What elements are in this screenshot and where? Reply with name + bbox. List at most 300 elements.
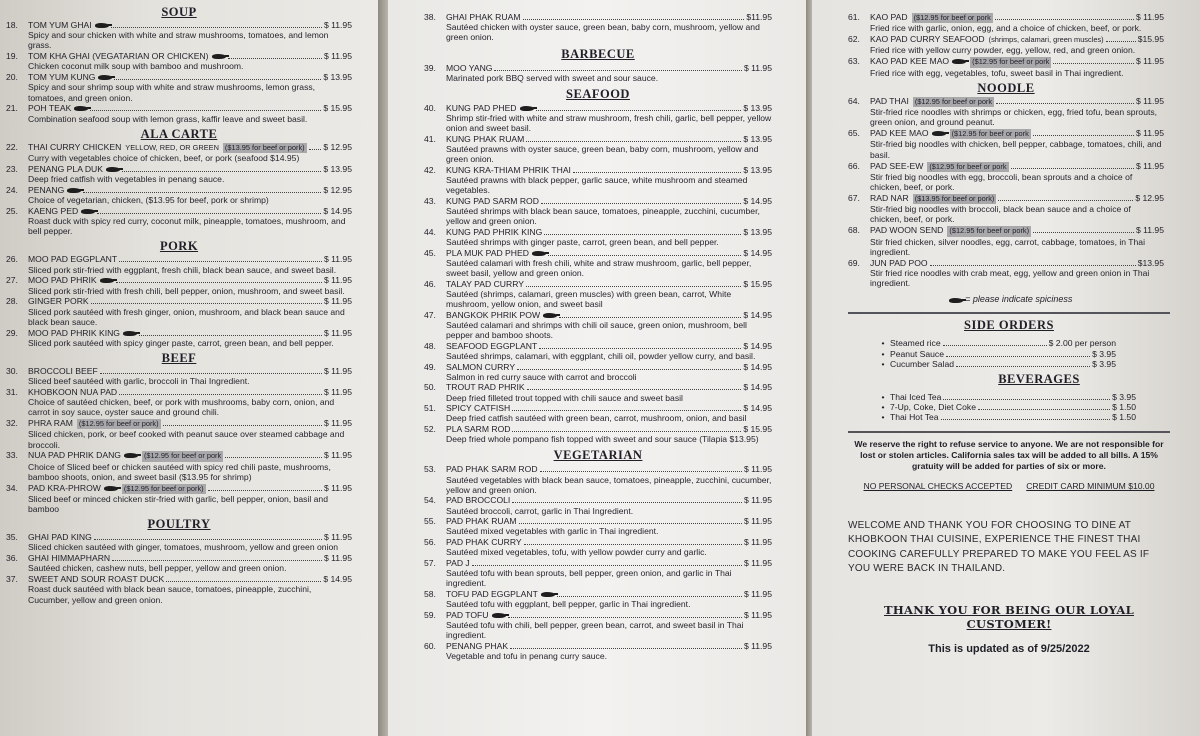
chili-icon xyxy=(100,278,114,283)
item-description: Roast duck sautéed with black bean sauce, tomatoes, pineapple, zucchini, Cucumber, yellow and green onion. xyxy=(28,584,312,605)
price-note: ($13.95 for beef or pork) xyxy=(914,194,995,204)
list-item xyxy=(876,349,1116,359)
beverages-heading: BEVERAGES xyxy=(998,371,1080,386)
item-description: Sautéed mixed vegetables, tofu, with yellow powder curry and garlic. xyxy=(446,547,707,558)
item-description: Sautéed tofu with chili, bell pepper, green bean, carrot, and sweet basil in Thai ingredient. xyxy=(446,619,744,640)
item-number: 62. xyxy=(848,34,860,45)
item-name: KAENG PED xyxy=(28,205,79,216)
menu-item xyxy=(6,103,352,123)
item-price: $ 11.95 xyxy=(1135,95,1164,106)
item-description: Sautéed calamari with fresh chili, white and straw mushroom, garlic, bell pepper, sweet basil, yellow and green onion. xyxy=(446,258,752,279)
menu-item-line xyxy=(6,450,352,461)
dot-leader xyxy=(526,286,741,287)
menu-item-line xyxy=(424,248,772,258)
dot-leader xyxy=(524,544,742,545)
dot-leader xyxy=(91,303,322,304)
item-price: $ 2.00 per person xyxy=(1048,338,1116,349)
menu-item-line xyxy=(848,258,1164,268)
chili-icon xyxy=(124,453,138,458)
item-description: Sliced chicken, pork, or beef cooked with peanut sauce over steamed cabbage and broccoli. xyxy=(28,429,345,450)
dot-leader xyxy=(139,335,322,336)
item-description: Chicken coconut milk soup with bamboo and mushroom. xyxy=(28,61,244,72)
item-name: KUNG PAD PHED xyxy=(446,103,517,114)
item-number: 25. xyxy=(6,205,18,216)
item-name: PAD J xyxy=(446,557,470,568)
dot-leader xyxy=(228,58,322,59)
item-price: $15.95 xyxy=(1137,34,1164,45)
item-note: YELLOW, RED, OR GREEN xyxy=(125,142,219,152)
item-price: $ 13.95 xyxy=(743,103,772,114)
chili-icon xyxy=(212,54,226,59)
menu-panel-center xyxy=(388,0,806,736)
item-number: 52. xyxy=(424,424,436,434)
menu-item xyxy=(6,72,352,103)
item-name: Thai Hot Tea xyxy=(890,412,939,423)
item-description: Sautéed shrimps, calamari, with eggplant, chili oil, powder yellow curry, and basil. xyxy=(446,351,756,362)
price-note: ($12.95 for beef or pork xyxy=(929,161,1007,171)
menu-item xyxy=(424,103,772,134)
menu-item-line xyxy=(424,196,772,206)
item-description: Sliced chicken sautéed with ginger, tomatoes, mushroom, yellow and green onion xyxy=(28,542,339,553)
price-note: ($12.95 for beef or pork xyxy=(972,57,1050,67)
item-description: Stir-fried rice noodles with shrimps or chicken, egg, fried tofu, bean sprouts, green onion, and ground peanut. xyxy=(870,107,1158,128)
item-name: TOM YUM GHAI xyxy=(28,20,92,30)
menu-panel-left xyxy=(0,0,378,736)
item-number: 31. xyxy=(6,387,18,398)
item-price: $ 11.95 xyxy=(1135,56,1164,67)
menu-item-line xyxy=(424,610,772,620)
menu-item-line xyxy=(424,403,772,413)
item-number: 30. xyxy=(6,366,18,377)
item-number: 40. xyxy=(424,103,436,114)
item-number: 63. xyxy=(848,56,860,67)
dot-leader xyxy=(494,70,741,71)
item-description: Sautéed tofu with bean sprouts, bell pepper, green onion, and garlic in Thai ingredient. xyxy=(446,568,732,589)
menu-item xyxy=(6,450,352,482)
item-number: 51. xyxy=(424,403,436,414)
item-price: $ 11.95 xyxy=(323,450,352,461)
menu-item-line xyxy=(424,165,772,175)
menu-item-line xyxy=(6,51,352,61)
item-price: $ 11.95 xyxy=(743,537,772,547)
item-name: Thai Iced Tea xyxy=(890,391,942,402)
item-price: $ 11.95 xyxy=(323,553,352,564)
menu-item-line xyxy=(424,310,772,320)
menu-item-line xyxy=(6,328,352,338)
item-price: $ 13.95 xyxy=(743,227,772,238)
spice-note xyxy=(848,294,1170,304)
dot-leader xyxy=(536,110,742,111)
item-name: PAD WOON SEND xyxy=(870,225,944,236)
bullet: • xyxy=(881,359,885,370)
dot-leader xyxy=(930,265,1136,266)
item-name: PAD KRA-PHROW xyxy=(28,482,101,493)
item-description: Stir fried big noodles with egg, broccoli, bean sprouts and a choice of chicken, beef, or pork. xyxy=(870,171,1133,193)
menu-item xyxy=(6,51,352,71)
item-name: SALMON CURRY xyxy=(446,361,516,372)
menu-item xyxy=(424,641,772,661)
item-price: $ 13.95 xyxy=(743,165,772,176)
dot-leader xyxy=(1106,41,1136,42)
item-name: TALAY PAD CURRY xyxy=(446,278,525,289)
menu-item-line xyxy=(848,56,1164,67)
item-number: 58. xyxy=(424,588,436,599)
item-description: Sautéed prawns with black pepper, garlic sauce, white mushroom and steamed vegetables. xyxy=(446,175,748,196)
dot-leader xyxy=(94,539,322,540)
item-description: Sautéed broccoli, carrot, garlic in Thai Ingredient. xyxy=(446,505,634,516)
menu-item xyxy=(424,403,772,423)
item-price: $ 11.95 xyxy=(743,464,772,475)
item-number: 41. xyxy=(424,134,436,145)
menu-item-line xyxy=(6,103,352,113)
item-description: Stir fried rice noodles with crab meat, egg, yellow and green onion in Thai ingredient. xyxy=(870,268,1150,289)
item-number: 32. xyxy=(6,418,18,429)
item-price: $ 11.95 xyxy=(323,254,352,265)
dot-leader xyxy=(995,19,1134,20)
menu-item xyxy=(424,382,772,402)
item-name: GHAI PHAK RUAM xyxy=(446,12,521,22)
menu-item xyxy=(848,128,1164,160)
item-name: KAO PAD KEE MAO xyxy=(870,56,950,67)
dot-leader xyxy=(111,27,322,28)
dot-leader xyxy=(943,345,1047,346)
item-description: Sautéed vegetables with black bean sauce, tomatoes, pineapple, zucchini, cucumber, yellow and green onion. xyxy=(446,474,772,495)
item-name: PENANG PHAK xyxy=(446,640,509,651)
menu-item xyxy=(6,366,352,386)
menu-item-line xyxy=(6,418,352,429)
dot-leader xyxy=(472,565,742,566)
menu-item-line xyxy=(848,34,1164,45)
dot-leader xyxy=(112,560,322,561)
section-heading: NOODLE xyxy=(977,80,1035,95)
item-name: PAD TOFU xyxy=(446,609,489,620)
item-number: 55. xyxy=(424,516,436,527)
section-heading: POULTRY xyxy=(147,517,211,532)
chili-icon xyxy=(98,75,112,80)
dot-leader xyxy=(119,261,322,262)
menu-item xyxy=(6,418,352,450)
item-number: 35. xyxy=(6,532,18,543)
item-price: $ 14.95 xyxy=(743,340,772,351)
item-description: Fried rice with egg, vegetables, tofu, sweet basil in Thai ingredient. xyxy=(870,67,1124,78)
item-price: $ 15.95 xyxy=(323,103,352,114)
item-price: $ 3.95 xyxy=(1092,359,1116,370)
list-item xyxy=(876,412,1136,422)
dot-leader xyxy=(90,110,321,111)
menu-item xyxy=(848,96,1164,128)
item-price: $ 11.95 xyxy=(323,51,352,62)
item-name: KUNG PAD SARM ROD xyxy=(446,196,539,207)
item-name: TOM KHA GHAI (VEGATARIAN OR CHICKEN) xyxy=(28,51,209,62)
item-price: $ 11.95 xyxy=(743,588,772,599)
menu-item-line xyxy=(424,589,772,599)
item-name: TOFU PAD EGGPLANT xyxy=(446,588,538,599)
dot-leader xyxy=(526,141,741,142)
item-price: $ 11.95 xyxy=(743,640,772,651)
chili-icon xyxy=(520,106,534,111)
item-description: Sliced pork stir-fried with fresh chili, bell pepper, onion, mushroom, and sweet basil. xyxy=(28,285,345,296)
menu-item-line xyxy=(848,96,1164,107)
menu-item xyxy=(6,483,352,515)
item-number: 68. xyxy=(848,225,860,236)
item-name: KAO PAD CURRY SEAFOOD xyxy=(870,34,985,45)
menu-item-line xyxy=(848,225,1164,236)
list-item xyxy=(876,338,1116,348)
menu-item xyxy=(6,206,352,237)
item-number: 29. xyxy=(6,327,18,338)
item-name: MOO PAD EGGPLANT xyxy=(28,254,118,265)
item-price: $ 12.95 xyxy=(1135,193,1164,204)
item-description: Spicy and sour shrimp soup with white and straw mushrooms, lemon grass, tomatoes, and green onion. xyxy=(28,82,316,103)
menu-item-line xyxy=(6,574,352,584)
item-name: SPICY CATFISH xyxy=(446,403,511,414)
menu-item-line xyxy=(424,495,772,505)
item-description: Sautéed shrimps with ginger paste, carrot, green bean, and bell pepper. xyxy=(446,237,719,248)
menu-item xyxy=(424,362,772,382)
thanks-message: THANK YOU FOR BEING OUR LOYAL CUSTOMER! xyxy=(884,602,1134,631)
chili-icon xyxy=(541,592,555,597)
menu-item-line xyxy=(6,185,352,195)
item-price: $ 11.95 xyxy=(743,495,772,506)
item-number: 43. xyxy=(424,196,436,207)
notice: We reserve the right to refuse service to anyone. We are not responsible for lost or stolen articles. California sales tax will be added to all bills. A 15% gratuity will be added for parties of six or more. xyxy=(854,438,1164,471)
item-number: 60. xyxy=(424,640,436,651)
dot-leader xyxy=(998,200,1133,201)
item-name: KAO PAD xyxy=(870,12,908,22)
item-description: Sautéed mixed vegetables with garlic in Thai ingredient. xyxy=(446,526,659,537)
item-description: Sautéed (shrimps, calamari, green muscles) with green bean, carrot, White mushroom, yellow onion, and sweet basil xyxy=(446,289,732,310)
price-note: ($12.95 for beef or pork) xyxy=(78,419,159,429)
item-name: PENANG xyxy=(28,184,65,195)
item-description: Sautéed calamari and shrimps with chili oil sauce, green onion, mushroom, bell pepper and bamboo shoots. xyxy=(446,320,747,341)
divider xyxy=(848,312,1170,314)
item-number: 69. xyxy=(848,257,860,268)
item-name: PAD KEE MAO xyxy=(870,128,929,139)
dot-leader xyxy=(539,348,741,349)
item-price: $ 11.95 xyxy=(743,516,772,527)
item-price: $ 14.95 xyxy=(743,196,772,207)
item-number: 65. xyxy=(848,128,860,139)
item-description: Fried rice with yellow curry powder, egg, yellow, red, and green onion. xyxy=(870,45,1136,56)
item-price: $ 11.95 xyxy=(323,275,352,286)
menu-item xyxy=(424,558,772,589)
menu-item-line xyxy=(848,161,1164,172)
item-description: Choice of vegetarian, chicken, ($13.95 for beef, pork or shrimp) xyxy=(28,195,269,206)
menu-item xyxy=(6,574,352,605)
spice-note-text: = please indicate spiciness xyxy=(965,294,1073,305)
menu-item-line xyxy=(6,553,352,563)
list-item xyxy=(876,402,1136,412)
item-description: Spicy and sour chicken with white and straw mushrooms, tomatoes, and lemon grass. xyxy=(28,30,329,51)
item-number: 67. xyxy=(848,193,860,204)
dot-leader xyxy=(519,523,742,524)
item-number: 24. xyxy=(6,184,18,195)
item-price: $11.95 xyxy=(746,12,772,22)
item-name: MOO PAD PHRIK KING xyxy=(28,327,120,338)
item-price: $ 13.95 xyxy=(323,163,352,174)
chili-icon xyxy=(67,188,81,193)
item-name: PLA SARM ROD xyxy=(446,424,511,434)
item-price: $ 11.95 xyxy=(743,609,772,620)
item-number: 50. xyxy=(424,382,436,393)
menu-item-line xyxy=(424,12,772,22)
menu-item xyxy=(6,275,352,295)
dot-leader xyxy=(512,431,741,432)
menu-item-line xyxy=(424,134,772,144)
item-name: KUNG PAD PHRIK KING xyxy=(446,227,543,238)
price-note: ($12.95 for beef or pork xyxy=(913,13,991,22)
policies xyxy=(848,481,1170,491)
dot-leader xyxy=(119,394,322,395)
dot-leader xyxy=(573,172,741,173)
dot-leader xyxy=(83,192,321,193)
price-note: ($12.95 for beef or pork) xyxy=(949,226,1030,236)
item-name: POH TEAK xyxy=(28,103,72,114)
item-name: BANGKOK PHRIK POW xyxy=(446,309,541,320)
item-price: $ 11.95 xyxy=(323,418,352,429)
item-name: PAD PHAK RUAM xyxy=(446,516,517,527)
item-price: $ 15.95 xyxy=(743,278,772,289)
item-name: PAD BROCCOLI xyxy=(446,495,511,506)
item-name: Cucumber Salad xyxy=(890,359,955,370)
dot-leader xyxy=(996,103,1134,104)
item-name: MOO PAD PHRIK xyxy=(28,275,97,286)
item-number: 21. xyxy=(6,103,18,114)
item-description: Sliced pork sautéed with fresh ginger, onion, mushroom, and black bean sauce and black bean sauce. xyxy=(28,306,345,327)
menu-item-line xyxy=(424,558,772,568)
item-number: 64. xyxy=(848,95,860,106)
section-heading: BARBECUE xyxy=(561,46,635,61)
chili-icon xyxy=(104,486,118,491)
item-price: $ 11.95 xyxy=(743,62,772,73)
dot-leader xyxy=(1011,168,1134,169)
menu-item xyxy=(424,537,772,557)
chili-icon xyxy=(492,613,506,618)
item-number: 19. xyxy=(6,51,18,62)
welcome-message: WELCOME AND THANK YOU FOR CHOOSING TO DINE AT KHOBKOON THAI CUISINE, EXPERIENCE THE FINEST THAI COOKING CAREFULLY PREPARED TO MAKE YOU FEEL AS IF YOU WERE BACK IN THAILAND. xyxy=(848,519,1150,575)
no-checks-policy: NO PERSONAL CHECKS ACCEPTED xyxy=(863,480,1013,491)
item-description: Sliced pork stir-fried with eggplant, fresh chili, black bean sauce, and sweet basil. xyxy=(28,264,337,275)
dot-leader xyxy=(943,399,1110,400)
item-name: 7-Up, Coke, Diet Coke xyxy=(890,402,976,413)
item-description: Salmon in red curry sauce with carrot and broccoli xyxy=(446,371,637,382)
item-description: Stir-fried big noodles with chicken, bell pepper, cabbage, tomatoes, chili, and basil. xyxy=(870,139,1162,160)
dot-leader xyxy=(1033,232,1134,233)
item-price: $ 11.95 xyxy=(323,366,352,377)
menu-item-line xyxy=(6,164,352,174)
dot-leader xyxy=(1033,135,1134,136)
item-number: 36. xyxy=(6,553,18,564)
menu-item xyxy=(424,134,772,165)
menu-item xyxy=(424,227,772,247)
bullet: • xyxy=(881,391,885,402)
item-price: $ 11.95 xyxy=(323,532,352,543)
dot-leader xyxy=(517,369,741,370)
item-description: Sliced beef or minced chicken stir-fried with garlic, bell pepper, onion, basil and bamboo xyxy=(28,493,328,515)
item-price: $ 11.95 xyxy=(1135,225,1164,236)
item-description: Curry with vegetables choice of chicken, beef, or pork (seafood $14.95) xyxy=(28,153,300,164)
dot-leader xyxy=(941,419,1111,420)
item-description: Deep fried catfish sautéed with green bean, carrot, mushroom, onion, and basil xyxy=(446,413,747,424)
chili-icon xyxy=(532,251,546,256)
item-name: Peanut Sauce xyxy=(890,348,944,359)
dot-leader xyxy=(540,471,742,472)
item-name: JUN PAD POO xyxy=(870,257,928,268)
menu-item xyxy=(424,341,772,361)
menu-item xyxy=(424,165,772,196)
dot-leader xyxy=(309,149,322,150)
menu-item xyxy=(424,279,772,310)
menu-item-line xyxy=(424,424,772,434)
item-number: 45. xyxy=(424,247,436,258)
item-name: PAD THAI xyxy=(870,95,909,106)
item-price: $ 14.95 xyxy=(743,382,772,393)
item-price: $13.95 xyxy=(1137,257,1164,268)
item-price: $ 12.95 xyxy=(323,141,352,152)
side-orders-heading: SIDE ORDERS xyxy=(964,318,1054,333)
menu-item xyxy=(424,464,772,495)
item-note: (shrimps, calamari, green muscles) xyxy=(988,35,1104,45)
item-price: $ 1.50 xyxy=(1112,402,1136,413)
dot-leader xyxy=(114,79,321,80)
item-number: 56. xyxy=(424,537,436,547)
item-price: $ 14.95 xyxy=(743,361,772,372)
item-description: Deep fried filleted trout topped with chili sauce and sweet basil xyxy=(446,392,683,403)
menu-item-line xyxy=(424,382,772,392)
menu-item-line xyxy=(6,275,352,285)
item-name: PAD SEE-EW xyxy=(870,160,924,171)
menu-item xyxy=(424,12,772,43)
dot-leader xyxy=(527,389,742,390)
menu-item xyxy=(6,532,352,552)
item-price: $ 11.95 xyxy=(323,387,352,398)
menu-item-line xyxy=(848,193,1164,204)
menu-item xyxy=(6,296,352,327)
dot-leader xyxy=(523,19,745,20)
dot-leader xyxy=(508,617,742,618)
item-name: PAD PHAK CURRY xyxy=(446,537,522,547)
menu-item xyxy=(6,142,352,163)
chili-icon xyxy=(74,106,88,111)
menu-item-line xyxy=(848,128,1164,139)
item-description: Roast duck with spicy red curry, coconut milk, pineapple, tomatoes, mushroom, and bell pepper. xyxy=(28,216,346,237)
item-name: THAI CURRY CHICKEN xyxy=(28,141,122,152)
item-price: $ 11.95 xyxy=(323,296,352,307)
item-price: $ 14.95 xyxy=(323,205,352,216)
menu-item-line xyxy=(6,206,352,216)
item-number: 22. xyxy=(6,141,18,152)
section-heading: SEAFOOD xyxy=(566,87,630,102)
chili-icon xyxy=(106,167,120,172)
dot-leader xyxy=(544,234,741,235)
menu-item xyxy=(6,328,352,348)
item-name: PLA MUK PAD PHED xyxy=(446,247,529,258)
dot-leader xyxy=(122,171,321,172)
item-price: $ 11.95 xyxy=(323,482,352,493)
chili-icon xyxy=(932,131,946,136)
item-number: 34. xyxy=(6,482,18,493)
menu-item xyxy=(424,196,772,227)
price-note: ($13.95 for beef or pork) xyxy=(224,142,305,152)
dot-leader xyxy=(97,213,321,214)
item-number: 54. xyxy=(424,495,436,506)
item-name: MOO YANG xyxy=(446,62,493,73)
menu-item xyxy=(6,553,352,573)
section-heading: PORK xyxy=(159,239,199,254)
item-name: BROCCOLI BEEF xyxy=(28,366,98,377)
item-number: 47. xyxy=(424,309,436,320)
menu-item-line xyxy=(6,366,352,376)
